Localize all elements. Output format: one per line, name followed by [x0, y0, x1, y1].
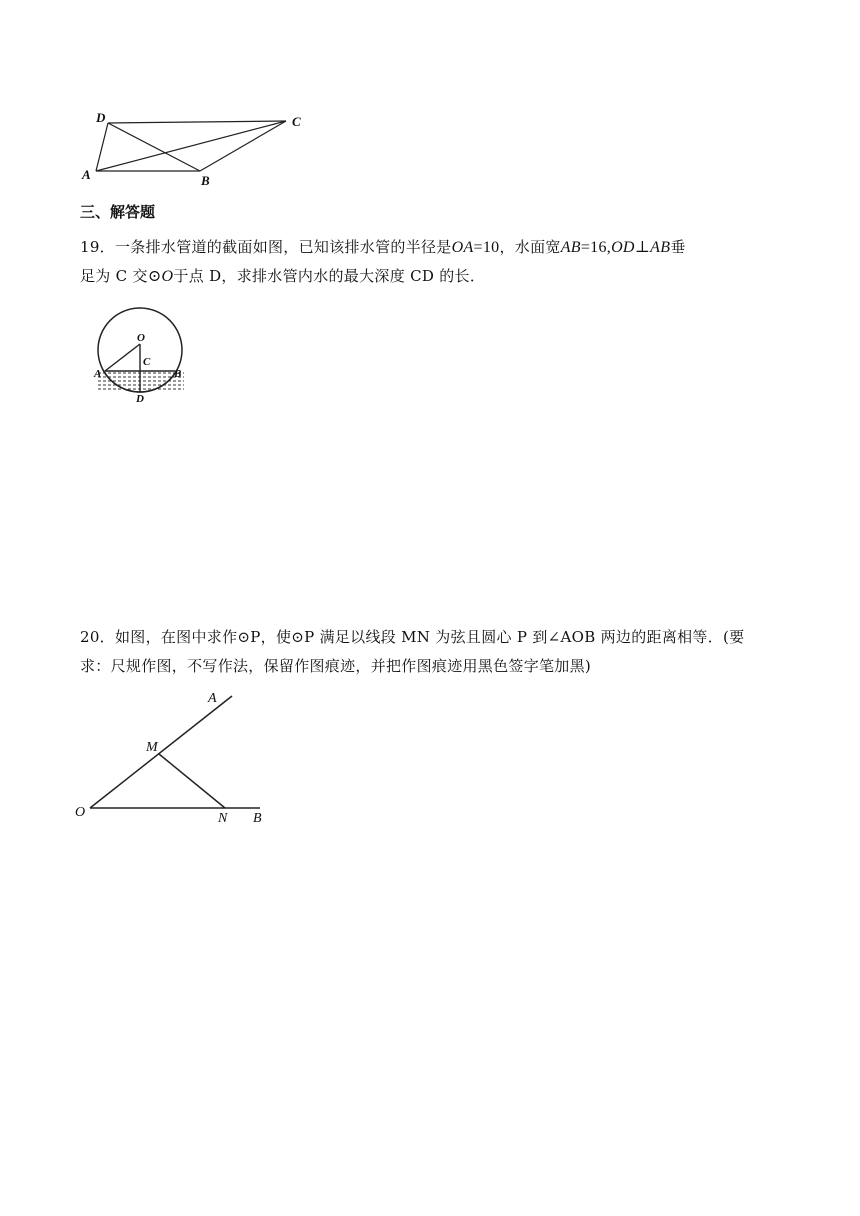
label-d: D: [136, 393, 144, 405]
ray-oa: [90, 696, 232, 808]
math-ab: AB: [560, 239, 581, 256]
label-a: A: [94, 368, 102, 380]
math-perp: ⊥: [634, 239, 651, 256]
label-m: M: [146, 740, 158, 755]
edge-cd: [108, 121, 286, 123]
label-o: O: [75, 805, 86, 820]
label-a: A: [208, 691, 217, 706]
math-ab-2: AB: [650, 239, 671, 256]
math-circle-symbol: ⊙: [147, 268, 162, 285]
math-od: OD: [611, 239, 635, 256]
segment-mn: [159, 754, 225, 808]
question-19-text-4: 足为 C 交: [80, 267, 148, 285]
math-o: O: [161, 268, 174, 285]
parallelogram-figure: [70, 105, 330, 190]
math-oa: OA: [451, 239, 474, 256]
label-o: O: [137, 332, 145, 344]
edge-da: [96, 123, 108, 171]
radius-oa: [105, 344, 140, 371]
diagonal-ac: [96, 121, 286, 171]
question-19-number: 19．: [80, 238, 115, 256]
pipe-figure: [88, 306, 198, 406]
math-eq-16: =16,: [580, 239, 612, 256]
label-n: N: [218, 811, 228, 826]
label-c: C: [292, 114, 301, 129]
question-20-text: [80, 623, 790, 681]
question-20-line-1: 20．如图，在图中求作⊙P，使⊙P 满足以线段 MN 为弦且圆心 P 到∠AOB 两边的距离相等．(要: [80, 628, 745, 646]
question-19-text-5: 于点 D，求排水管内水的最大深度 CD 的长．: [173, 267, 486, 285]
question-20-line-2: 求：尺规作图，不写作法，保留作图痕迹，并把作图痕迹用黑色签字笔加黑): [80, 657, 592, 675]
label-d: D: [96, 110, 106, 125]
question-19-text-3: 垂: [670, 238, 686, 256]
question-19-text-1: 一条排水管道的截面如图，已知该排水管的半径是: [115, 238, 452, 256]
angle-figure: [72, 688, 277, 828]
question-19-line-2: [80, 262, 780, 291]
section-title: 三、解答题: [80, 203, 156, 221]
question-19-text: [80, 233, 780, 291]
edge-bc: [200, 121, 286, 171]
label-c: C: [143, 356, 151, 368]
question-19-line-1: [80, 233, 780, 262]
label-b: B: [201, 173, 210, 188]
label-b: B: [253, 811, 262, 826]
label-a: A: [82, 167, 91, 182]
math-eq-10: =10: [473, 239, 500, 256]
label-b: B: [174, 368, 182, 380]
question-19-text-2: ，水面宽: [499, 238, 561, 256]
